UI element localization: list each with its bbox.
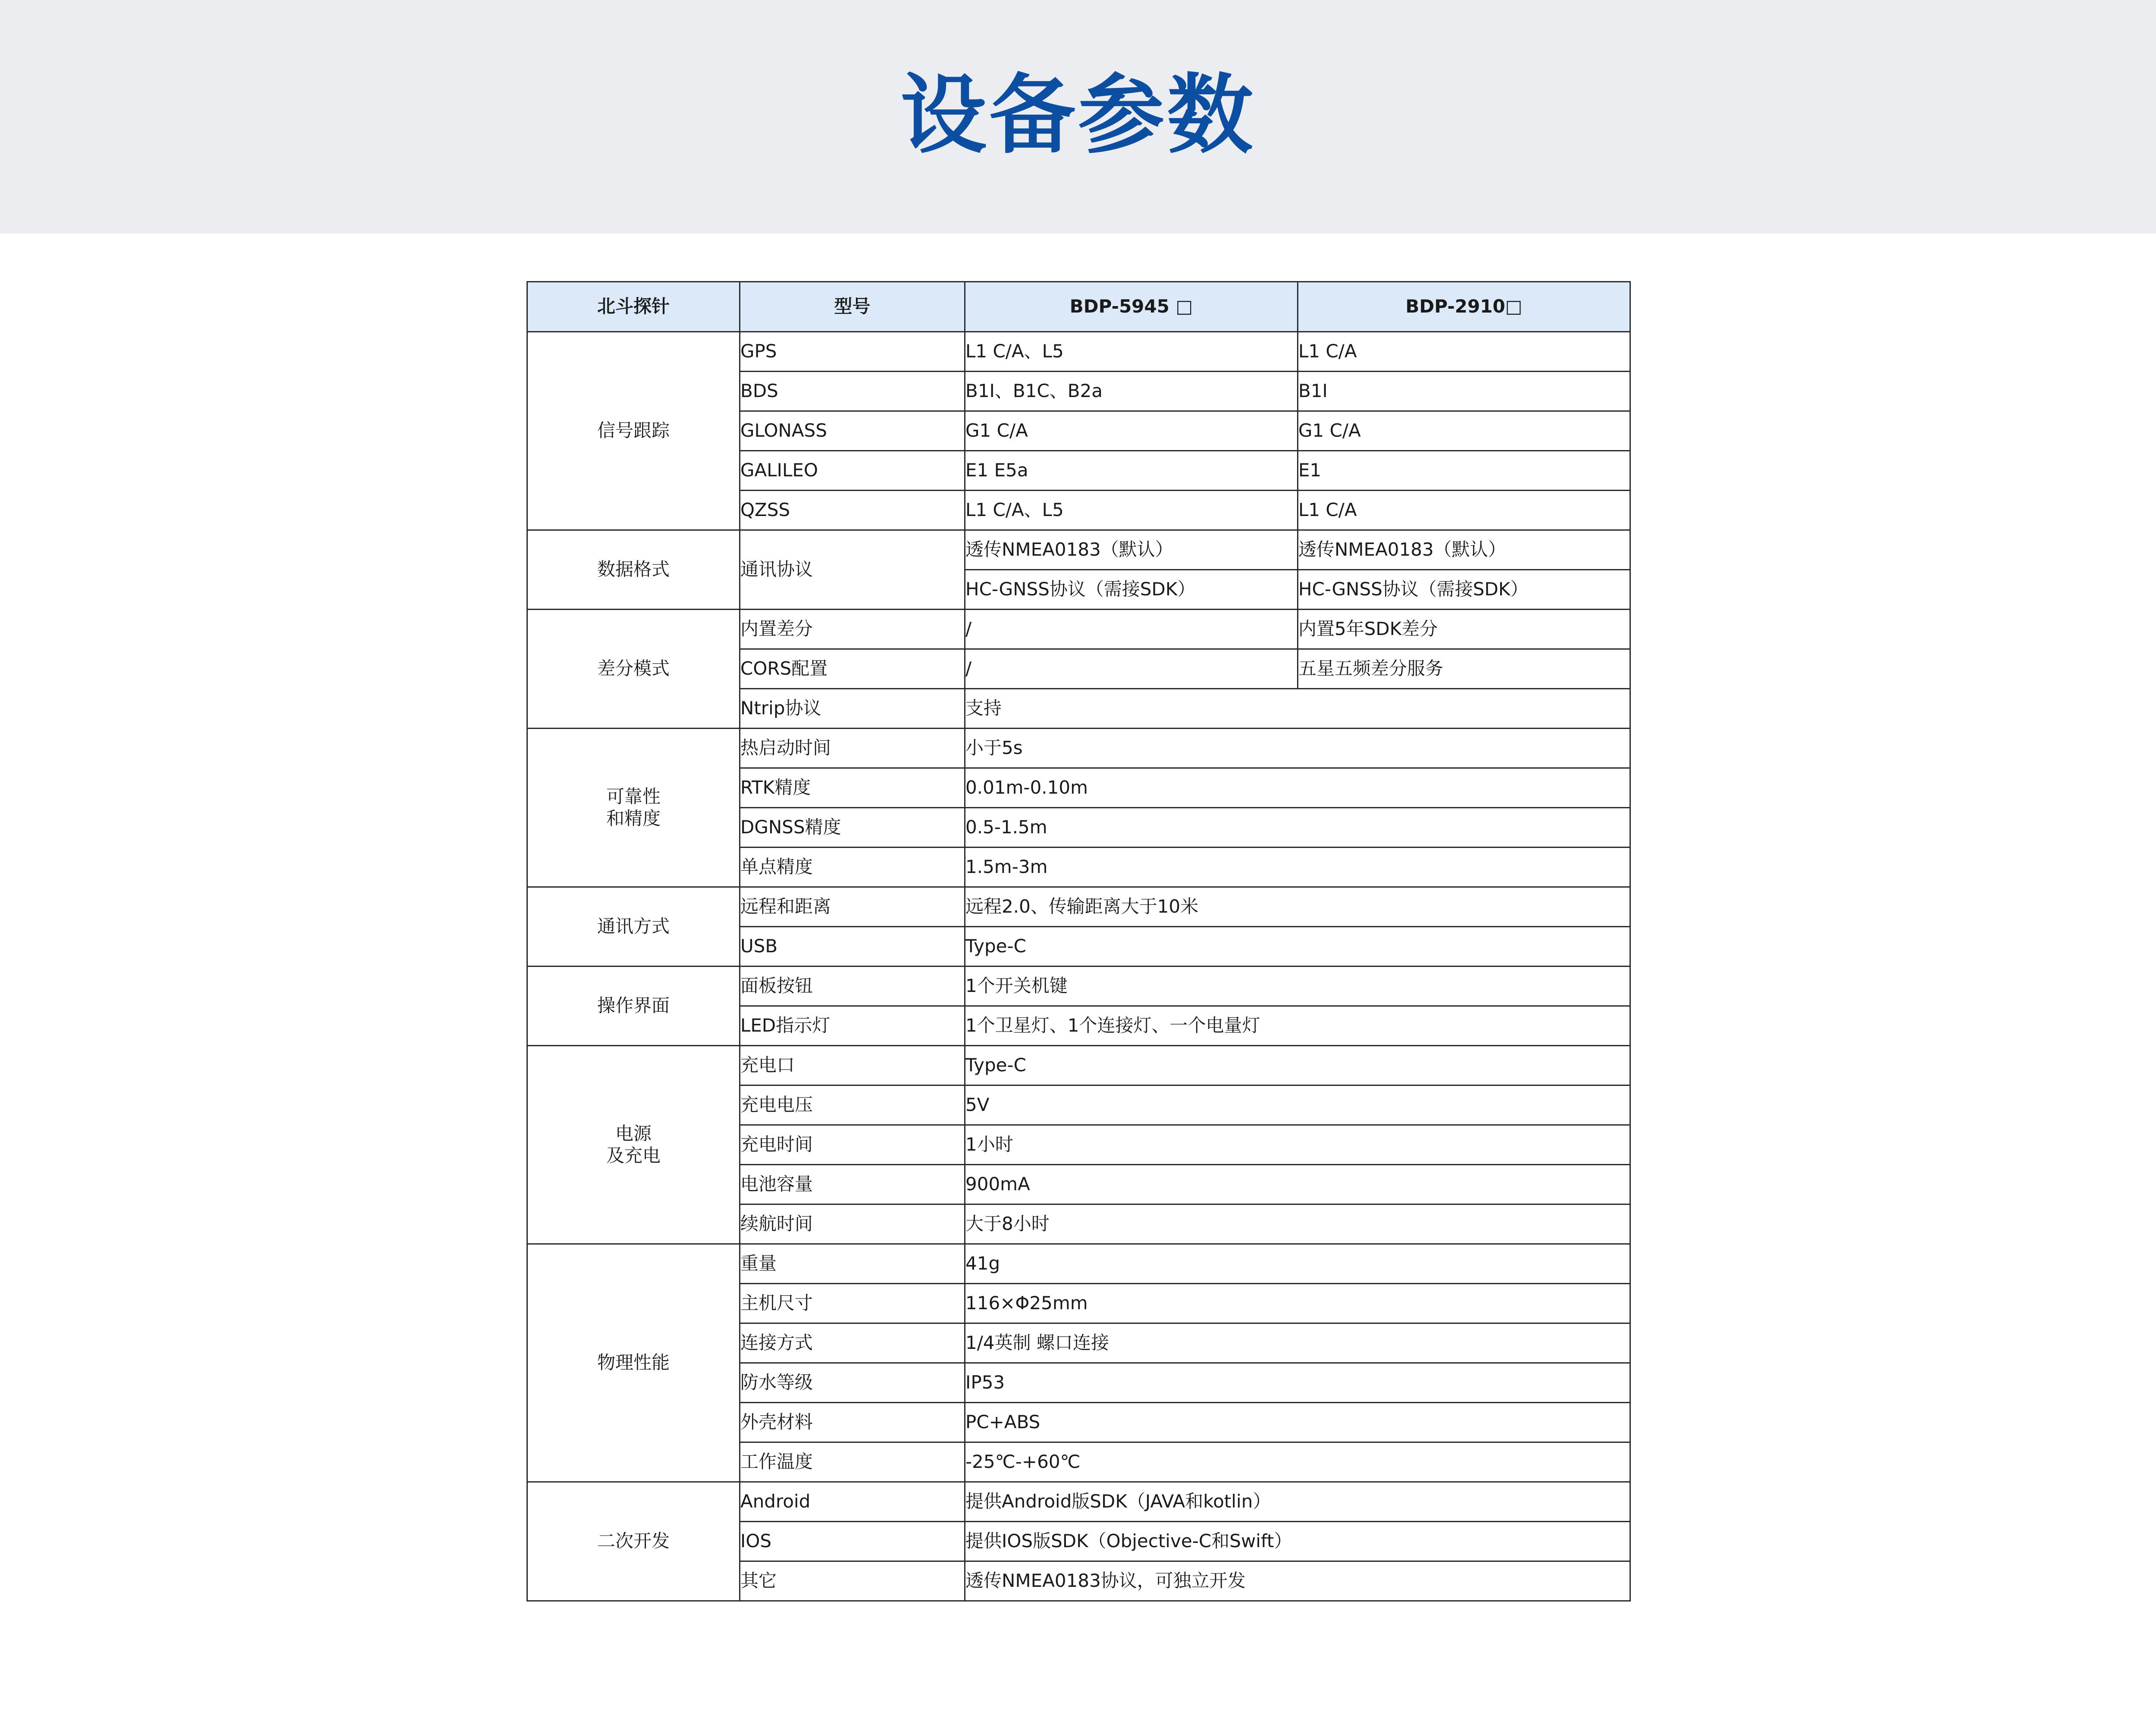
value-cell: 1小时 xyxy=(965,1125,1630,1165)
item-cell: 单点精度 xyxy=(740,848,965,887)
value-cell: L1 C/A xyxy=(1298,332,1630,372)
item-cell: 外壳材料 xyxy=(740,1403,965,1442)
value-cell: E1 E5a xyxy=(965,451,1298,491)
table-row xyxy=(527,887,1630,927)
value-cell: HC-GNSS协议（需接SDK） xyxy=(1298,570,1630,610)
item-cell: GPS xyxy=(740,332,965,372)
value-cell: HC-GNSS协议（需接SDK） xyxy=(965,570,1298,610)
value-cell: L1 C/A xyxy=(1298,491,1630,530)
item-cell: IOS xyxy=(740,1522,965,1561)
value-cell: 透传NMEA0183（默认） xyxy=(1298,530,1630,570)
value-cell: 五星五频差分服务 xyxy=(1298,649,1630,689)
category-cell: 物理性能 xyxy=(527,1244,740,1482)
page-title: 设备参数 xyxy=(900,65,1256,166)
value-cell: IP53 xyxy=(965,1363,1630,1403)
item-cell: 充电时间 xyxy=(740,1125,965,1165)
value-cell: 透传NMEA0183协议，可独立开发 xyxy=(965,1561,1630,1601)
item-cell: LED指示灯 xyxy=(740,1006,965,1046)
value-cell: Type-C xyxy=(965,1046,1630,1085)
category-cell: 差分模式 xyxy=(527,610,740,729)
header-model: 型号 xyxy=(740,282,965,332)
item-cell: 重量 xyxy=(740,1244,965,1284)
item-cell: 内置差分 xyxy=(740,610,965,649)
value-cell: / xyxy=(965,610,1298,649)
category-line: 和精度 xyxy=(606,807,661,829)
item-cell: 热启动时间 xyxy=(740,729,965,768)
item-cell: 充电口 xyxy=(740,1046,965,1085)
item-cell: Android xyxy=(740,1482,965,1522)
value-cell: 900mA xyxy=(965,1165,1630,1204)
item-cell: 工作温度 xyxy=(740,1442,965,1482)
table-row xyxy=(527,1244,1630,1284)
item-cell: 面板按钮 xyxy=(740,967,965,1006)
header-bdp-5945: BDP-5945 □ xyxy=(965,282,1298,332)
category-cell xyxy=(527,729,740,887)
table-row xyxy=(527,1482,1630,1522)
item-cell: Ntrip协议 xyxy=(740,689,965,729)
value-cell: 支持 xyxy=(965,689,1630,729)
value-cell: B1I、B1C、B2a xyxy=(965,372,1298,411)
value-cell: 5V xyxy=(965,1085,1630,1125)
value-cell: 0.01m-0.10m xyxy=(965,768,1630,808)
value-cell: B1I xyxy=(1298,372,1630,411)
item-cell: 充电电压 xyxy=(740,1085,965,1125)
value-cell: 1个卫星灯、1个连接灯、一个电量灯 xyxy=(965,1006,1630,1046)
item-cell: 通讯协议 xyxy=(740,530,965,610)
item-cell: 远程和距离 xyxy=(740,887,965,927)
item-cell: 连接方式 xyxy=(740,1323,965,1363)
value-cell: 远程2.0、传输距离大于10米 xyxy=(965,887,1630,927)
value-cell: 1个开关机键 xyxy=(965,967,1630,1006)
item-cell: DGNSS精度 xyxy=(740,808,965,848)
value-cell: E1 xyxy=(1298,451,1630,491)
spec-table xyxy=(526,281,1631,1602)
table-row xyxy=(527,967,1630,1006)
header-bdp-2910: BDP-2910□ xyxy=(1298,282,1630,332)
item-cell: CORS配置 xyxy=(740,649,965,689)
category-cell: 通讯方式 xyxy=(527,887,740,967)
table-row xyxy=(527,1046,1630,1085)
value-cell: L1 C/A、L5 xyxy=(965,332,1298,372)
table-row xyxy=(527,610,1630,649)
value-cell: G1 C/A xyxy=(1298,411,1630,451)
value-cell: 提供Android版SDK（JAVA和kotlin） xyxy=(965,1482,1630,1522)
category-cell xyxy=(527,1046,740,1244)
value-cell: 小于5s xyxy=(965,729,1630,768)
value-cell: G1 C/A xyxy=(965,411,1298,451)
value-cell: 1/4英制 螺口连接 xyxy=(965,1323,1630,1363)
category-cell: 二次开发 xyxy=(527,1482,740,1601)
value-cell: L1 C/A、L5 xyxy=(965,491,1298,530)
value-cell: 透传NMEA0183（默认） xyxy=(965,530,1298,570)
item-cell: 其它 xyxy=(740,1561,965,1601)
header-product: 北斗探针 xyxy=(527,282,740,332)
value-cell: 41g xyxy=(965,1244,1630,1284)
header-row xyxy=(527,282,1630,332)
value-cell: 内置5年SDK差分 xyxy=(1298,610,1630,649)
table-row xyxy=(527,729,1630,768)
category-line: 及充电 xyxy=(606,1145,661,1166)
item-cell: BDS xyxy=(740,372,965,411)
value-cell: PC+ABS xyxy=(965,1403,1630,1442)
value-cell: Type-C xyxy=(965,927,1630,967)
category-cell: 操作界面 xyxy=(527,967,740,1046)
item-cell: GLONASS xyxy=(740,411,965,451)
item-cell: 电池容量 xyxy=(740,1165,965,1204)
item-cell: RTK精度 xyxy=(740,768,965,808)
category-cell: 信号跟踪 xyxy=(527,332,740,530)
item-cell: GALILEO xyxy=(740,451,965,491)
item-cell: 防水等级 xyxy=(740,1363,965,1403)
item-cell: 主机尺寸 xyxy=(740,1284,965,1323)
item-cell: 续航时间 xyxy=(740,1204,965,1244)
table-row xyxy=(527,332,1630,372)
item-cell: QZSS xyxy=(740,491,965,530)
item-cell: USB xyxy=(740,927,965,967)
category-line: 电源 xyxy=(615,1123,652,1145)
category-line: 可靠性 xyxy=(606,786,661,807)
value-cell: 0.5-1.5m xyxy=(965,808,1630,848)
value-cell: -25℃-+60℃ xyxy=(965,1442,1630,1482)
value-cell: 1.5m-3m xyxy=(965,848,1630,887)
value-cell: / xyxy=(965,649,1298,689)
value-cell: 大于8小时 xyxy=(965,1204,1630,1244)
value-cell: 116×Φ25mm xyxy=(965,1284,1630,1323)
table-row xyxy=(527,530,1630,570)
category-cell: 数据格式 xyxy=(527,530,740,610)
value-cell: 提供IOS版SDK（Objective-C和Swift） xyxy=(965,1522,1630,1561)
